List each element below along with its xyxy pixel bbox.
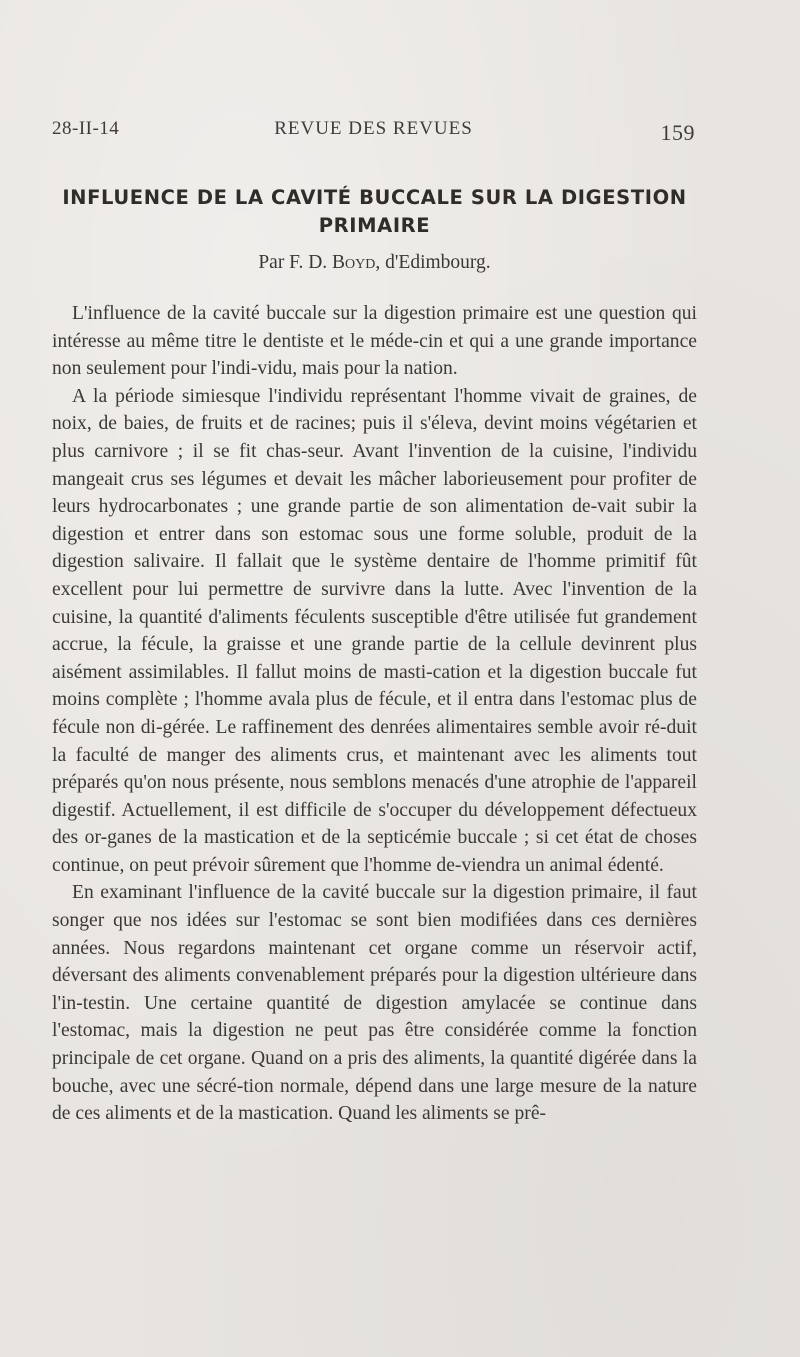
article-title: INFLUENCE DE LA CAVITÉ BUCCALE SUR LA DIGESTION PRIMAIRE (62, 186, 687, 237)
byline-prefix: Par F. D. (258, 252, 333, 273)
paragraph-1: L'influence de la cavité buccale sur la digestion primaire est une question qui intéresse au même titre le dentiste et le méde-cin et qui a une grande importance non seulement pour l'indi-vidu, mais pour la nation. (52, 303, 697, 380)
issue-date: 28-II-14 (52, 118, 120, 139)
byline-author: Boyd (332, 252, 376, 273)
journal-section-title: REVUE DES REVUES (274, 118, 473, 139)
page-number: 159 (660, 120, 695, 145)
running-head (52, 118, 695, 148)
article-body (52, 300, 697, 1128)
byline-suffix: , d'Edimbourg. (375, 252, 491, 273)
article-byline (52, 252, 697, 274)
paragraph-2: A la période simiesque l'individu représentant l'homme vivait de graines, de noix, de baies, de fruits et de racines; puis il s'éleva, devint moins végétarien et plus carnivore ; il se fit chas-seur. Avant l'invention de la cuisine, l'individu mangeait crus ses légumes et devait les mâcher laborieusement pour profiter de leurs hydrocarbonates ; une grande partie de son alimentation de-vait subir la digestion et entrer dans son estomac sous une forme soluble, produit de la digestion salivaire. Il fallait que le système dentaire de l'homme primitif fût excellent pour lui permettre de survivre dans la lutte. Avec l'invention de la cuisine, la quantité d'aliments féculents susceptible d'être utilisée fut grandement accrue, la fécule, la graisse et une grande partie de la cellule devinrent plus aisément assimilables. Il fallut moins de masti-cation et la digestion buccale fut moins complète ; l'homme avala plus de fécule, et il entra dans l'estomac plus de fécule non di-gérée. Le raffinement des denrées alimentaires semble avoir ré-duit la faculté de manger des aliments crus, et maintenant avec les aliments tout préparés qu'on nous présente, nous semblons menacés d'une atrophie de l'appareil digestif. Actuellement, il est difficile de s'occuper du développement défectueux des or-ganes de la mastication et de la septicémie buccale ; si cet état de choses continue, on peut prévoir sûrement que l'homme de-viendra un animal édenté. (52, 385, 697, 876)
paragraph-3: En examinant l'influence de la cavité buccale sur la digestion primaire, il faut songer que nos idées sur l'estomac se sont bien modifiées dans ces dernières années. Nous regardons maintenant cet organe comme un réservoir actif, déversant des aliments convenablement préparés pour la digestion ultérieure dans l'in-testin. Une certaine quantité de digestion amylacée se continue dans l'estomac, mais la digestion ne peut pas être considérée comme la fonction principale de cet organe. Quand on a pris des aliments, la quantité digérée dans la bouche, avec une sécré-tion normale, dépend dans une large mesure de la nature de ces aliments et de la mastication. Quand les aliments se prê- (52, 882, 697, 1125)
